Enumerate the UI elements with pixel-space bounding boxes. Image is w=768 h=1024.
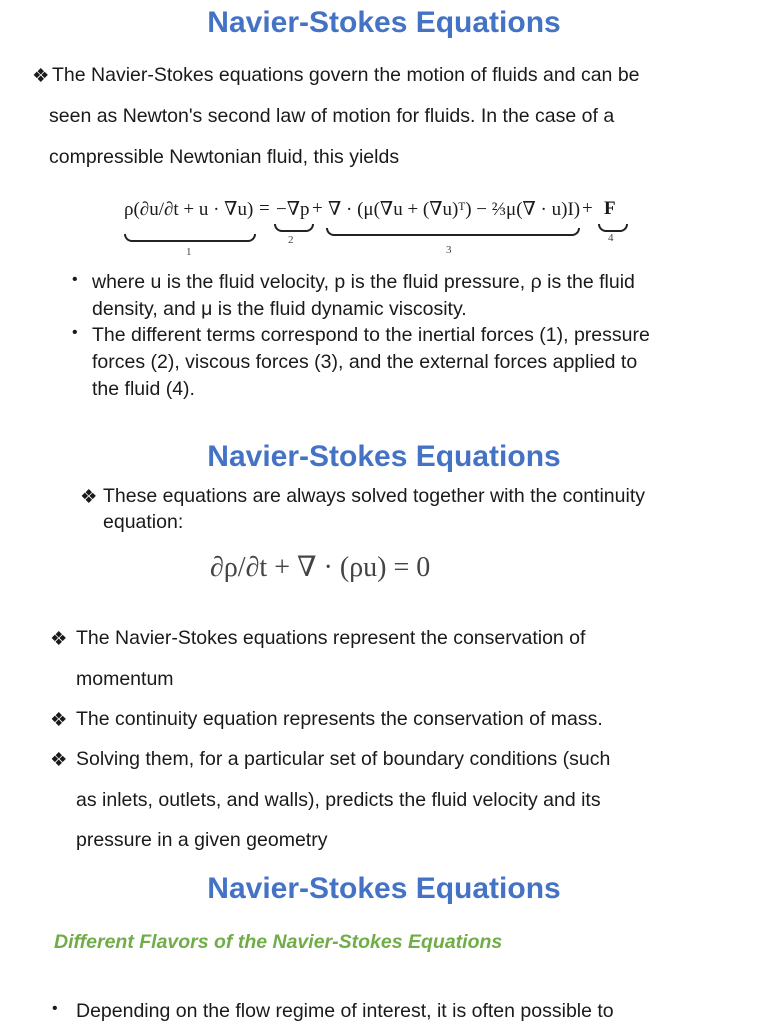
term-pressure: −∇p [276, 199, 310, 220]
bullet-line: the fluid (4). [92, 378, 195, 400]
label-3: 3 [446, 244, 452, 256]
term-viscous: ∇ · (μ(∇u + (∇u)ᵀ) − ⅔μ(∇ · u)I) [328, 199, 581, 220]
bullet-line: The continuity equation represents the conservation of mass. [76, 708, 603, 730]
plus: + [312, 198, 323, 219]
slide-1-title: Navier-Stokes Equations [207, 6, 561, 39]
bullet-line: The Navier-Stokes equations represent the conservation of [76, 627, 586, 649]
intro-line: seen as Newton's second law of motion for fluids. In the case of a [49, 105, 615, 127]
bullet-line: forces (2), viscous forces (3), and the external forces applied to [92, 351, 638, 373]
term-inertial: ρ(∂u/∂t + u · ∇u) [124, 199, 254, 220]
label-1: 1 [186, 246, 192, 258]
term-external: F [604, 198, 616, 219]
bullet-line: momentum [76, 668, 174, 690]
lead-line: These equations are always solved together with the continuity [103, 485, 645, 507]
diamond-bullet-icon: ❖ [80, 486, 98, 508]
bullet-line: as inlets, outlets, and walls), predicts the fluid velocity and its [76, 789, 601, 811]
bullet-icon: • [72, 324, 78, 341]
bullet-icon: • [52, 1000, 58, 1017]
bullet-line: Depending on the flow regime of interest, it is often possible to [76, 1000, 614, 1022]
label-2: 2 [288, 234, 294, 246]
bullet-line: pressure in a given geometry [76, 829, 328, 851]
label-4: 4 [608, 232, 614, 244]
bullet-line: where u is the fluid velocity, p is the fluid pressure, ρ is the fluid [92, 271, 635, 293]
continuity-equation: ∂ρ/∂t + ∇ · (ρu) = 0 [210, 552, 431, 583]
lead-line: equation: [103, 511, 184, 533]
diamond-bullet-icon: ❖ [50, 749, 68, 771]
intro-line: The Navier-Stokes equations govern the motion of fluids and can be [52, 64, 640, 86]
diamond-bullet-icon: ❖ [32, 65, 50, 87]
slide-3-title: Navier-Stokes Equations [207, 872, 561, 905]
bullet-line: Solving them, for a particular set of boundary conditions (such [76, 748, 611, 770]
intro-line: compressible Newtonian fluid, this yields [49, 146, 400, 168]
slide-2-title: Navier-Stokes Equations [207, 440, 561, 473]
bullet-line: The different terms correspond to the inertial forces (1), pressure [92, 324, 650, 346]
equals: = [259, 198, 270, 219]
diamond-bullet-icon: ❖ [50, 628, 68, 650]
diamond-bullet-icon: ❖ [50, 709, 68, 731]
bullet-icon: • [72, 271, 78, 288]
slide-3-subtitle: Different Flavors of the Navier-Stokes Equations [54, 931, 503, 953]
plus: + [582, 198, 593, 219]
bullet-line: density, and μ is the fluid dynamic viscosity. [92, 298, 467, 320]
